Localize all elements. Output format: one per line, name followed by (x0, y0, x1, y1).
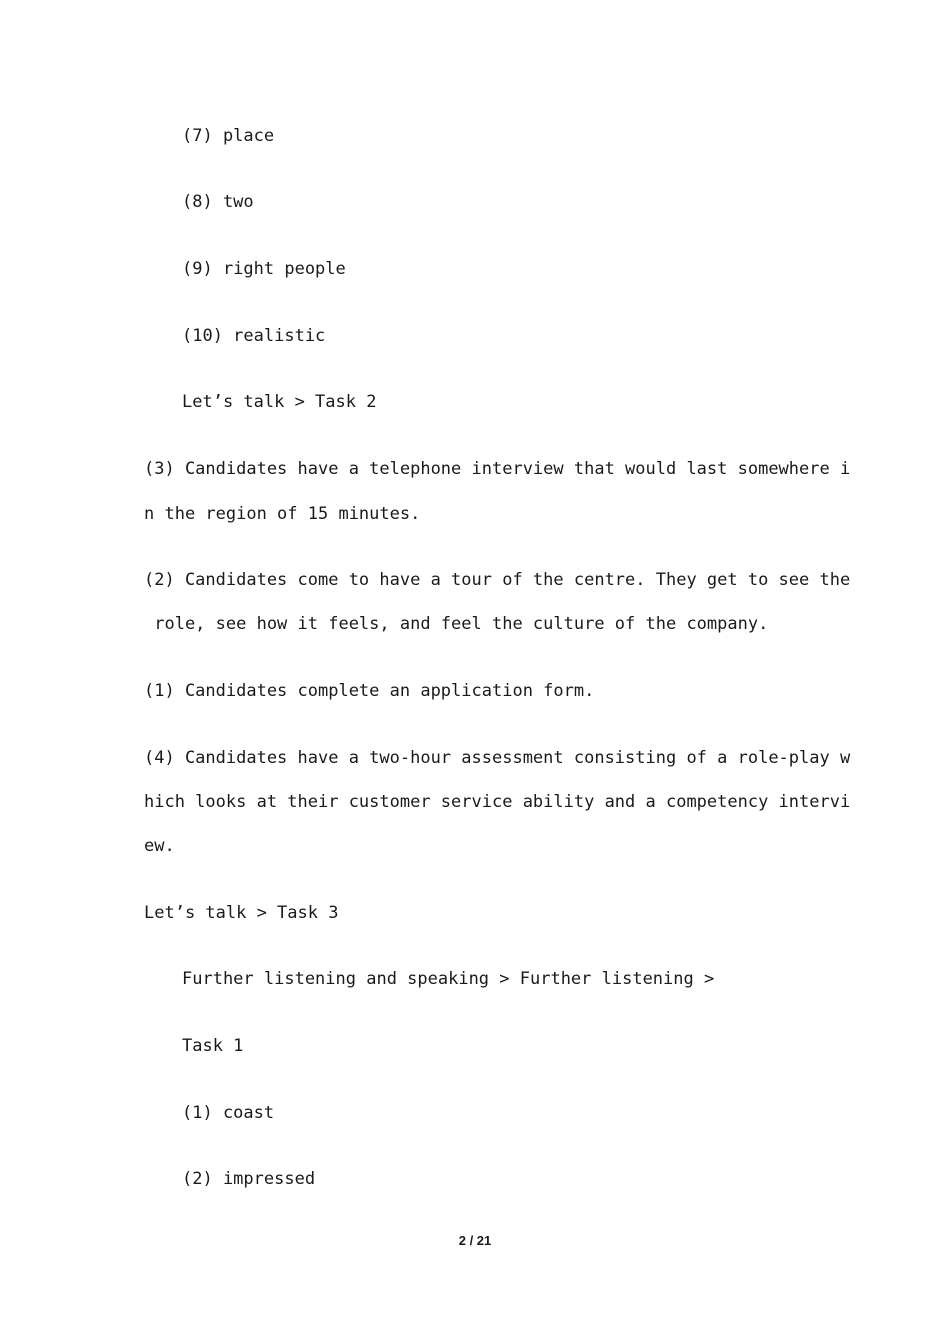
paragraph-line: role, see how it feels, and feel the culture of the company. (144, 614, 769, 634)
section-heading-task-3: Let’s talk > Task 3 (144, 903, 339, 923)
section-heading-task-2: Let’s talk > Task 2 (182, 392, 377, 412)
answer-item-8: (8) two (182, 192, 254, 212)
answer-item-1: (1) coast (182, 1103, 275, 1123)
answer-item-7: (7) place (182, 126, 275, 146)
answer-item-2: (2) impressed (182, 1169, 316, 1189)
page-number: 2 / 21 (458, 1233, 492, 1248)
answer-item-10: (10) realistic (182, 326, 326, 346)
answer-item-9: (9) right people (182, 259, 346, 279)
paragraph-line: n the region of 15 minutes. (144, 504, 421, 524)
paragraph-line: ew. (144, 836, 175, 856)
paragraph-line: (4) Candidates have a two-hour assessment consisting of a role-play w (144, 748, 851, 768)
section-heading-task-1: Task 1 (182, 1036, 244, 1056)
paragraph-line: (3) Candidates have a telephone interview that would last somewhere i (144, 459, 851, 479)
paragraph-line: (2) Candidates come to have a tour of the centre. They get to see the (144, 570, 851, 590)
paragraph-line: (1) Candidates complete an application form. (144, 681, 595, 701)
paragraph-line: hich looks at their customer service ability and a competency intervi (144, 792, 851, 812)
section-heading-further-listening: Further listening and speaking > Further listening > (182, 969, 715, 989)
